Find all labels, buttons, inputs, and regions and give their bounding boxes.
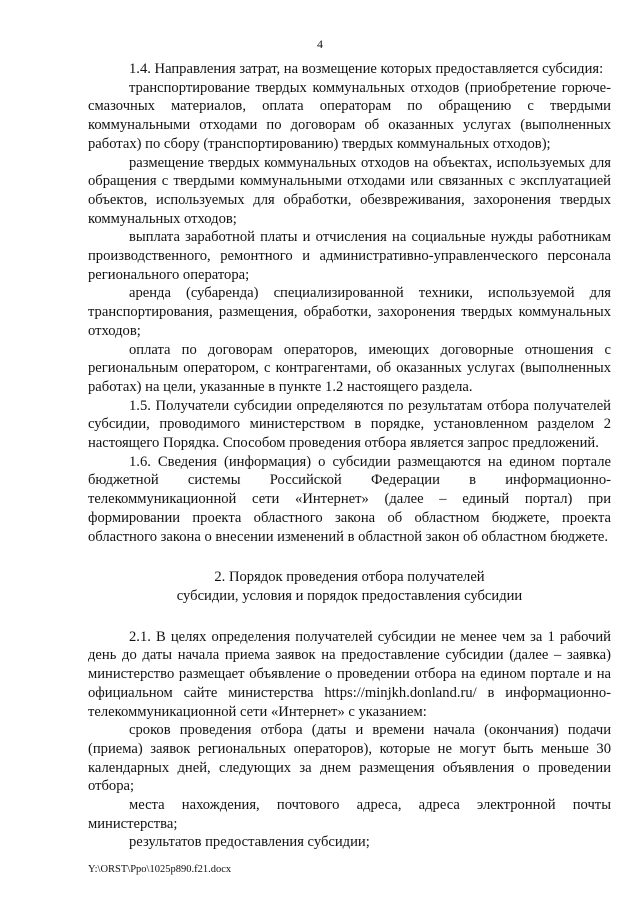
paragraph-address: места нахождения, почтового адреса, адреса электронной почты министерства; [88, 797, 611, 832]
paragraph-salary: выплата заработной платы и отчисления на социальные нужды работникам производственного, ремонтного и административно-управленческого персонала регионального оператора; [88, 229, 611, 283]
paragraph-2-1: 2.1. В целях определения получателей субсидии не менее чем за 1 рабочий день до даты начала приема заявок на предоставление субсидии (далее – заявка) министерство размещает объявление о проведении отбора на едином портале и на официальном сайте министерства https://minjkh.donland.ru/ в информационно-телекоммуникационной сети «Интернет» с указанием: [88, 628, 611, 720]
paragraph-placement: размещение твердых коммунальных отходов на объектах, используемых для обращения с твердыми коммунальными отходами или связанных с эксплуатацией объектов, используемых для обработки, обезвреживания, захоронения твердых коммунальных отходов; [88, 154, 611, 227]
paragraph-transportation: транспортирование твердых коммунальных отходов (приобретение горюче-смазочных материалов, оплата операторам по обращению с твердыми коммунальными отходами по договорам об оказанных услугах (выполненных работах) по сбору (транспортированию) твердых коммунальных отходов); [88, 79, 611, 152]
document-body [88, 60, 611, 852]
paragraph-deadlines: сроков проведения отбора (даты и времени начала (окончания) подачи (приема) заявок региональных операторов), которые не могут быть меньше 30 календарных дней, следующих за днем размещения объявления о проведении отбора; [88, 722, 611, 795]
section-2-heading [88, 568, 611, 605]
paragraph-1-5: 1.5. Получатели субсидии определяются по результатам отбора получателей субсидии, проводимого министерством в порядке, установленном разделом 2 настоящего Порядка. Способом проведения отбора является запрос предложений. [88, 397, 611, 452]
section-2-heading-line-2: субсидии, условия и порядок предоставления субсидии [176, 587, 523, 604]
section-2-heading-line-1: 2. Порядок проведения отбора получателей [214, 569, 485, 586]
paragraph-results: результатов предоставления субсидии; [129, 834, 370, 851]
page-number: 4 [317, 37, 323, 51]
paragraph-1-4: 1.4. Направления затрат, на возмещение которых предоставляется субсидия: [129, 61, 604, 77]
paragraph-1-6: 1.6. Сведения (информация) о субсидии размещаются на едином портале бюджетной системы Российской Федерации в информационно-телекоммуникационной сети «Интернет» (далее – единый портал) при формировании проекта областного закона об областном бюджете, проекта областного закона о внесении изменений в областной закон об областном бюджете. [88, 453, 611, 545]
paragraph-contracts: оплата по договорам операторов, имеющих договорные отношения с региональным оператором, с контрагентами, об оказанных услугах (выполненных работах) на цели, указанные в пункте 1.2 настоящего раздела. [88, 341, 611, 395]
footer-file-path: Y:\ORST\Ppo\1025p890.f21.docx [88, 864, 232, 875]
paragraph-lease: аренда (субаренда) специализированной техники, используемой для транспортирования, размещения, обработки, захоронения твердых коммунальных отходов; [88, 285, 611, 339]
